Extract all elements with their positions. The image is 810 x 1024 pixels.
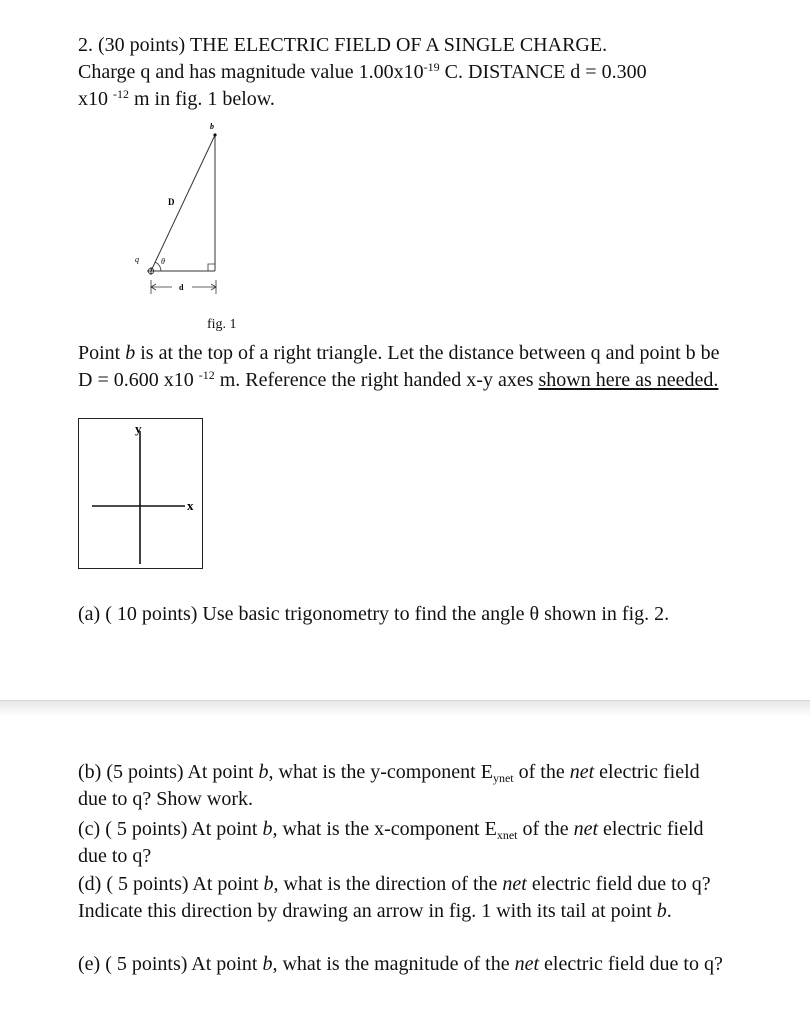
figure-1-triangle <box>130 118 240 303</box>
xy-axes-box <box>78 418 203 569</box>
label-theta: θ <box>161 257 165 266</box>
label-q: q <box>135 255 139 264</box>
part-b-question: (b) (5 points) At point b, what is the y-component $E_{ynet}$ of the net electric field due to q? Show work. <box>78 761 700 810</box>
label-D: D <box>168 197 175 207</box>
figure-caption: fig. 1 <box>207 317 237 332</box>
d-arrow-left <box>151 284 172 290</box>
problem-title: 2. (30 points) THE ELECTRIC FIELD OF A SINGLE CHARGE. <box>78 34 608 56</box>
problem-statement: 2. (30 points) THE ELECTRIC FIELD OF A SINGLE CHARGE. Charge q and has magnitude value $1.00x10^{-19}$ C. DISTANCE d = 0.300 x10 $^{-12}$ m in fig. 1 below. <box>78 34 647 110</box>
part-c-question: (c) ( 5 points) At point b, what is the x-component $E_{xnet}$ of the net electric field due to q? <box>78 818 704 867</box>
page-divider <box>0 700 810 717</box>
label-b: b <box>210 122 214 131</box>
d-arrow-right <box>192 284 216 290</box>
xy-axes-diagram <box>79 419 201 567</box>
hypotenuse-line <box>151 135 215 271</box>
part-a-question: (a) ( 10 points) Use basic trigonometry to find the angle θ shown in fig. 2. <box>78 603 670 625</box>
part-d-question: (d) ( 5 points) At point b, what is the direction of the net electric field due to q? Indicate this direction by drawing an arrow in fig. 1 with its tail at point b. <box>78 873 711 922</box>
point-b-paragraph: Point b is at the top of a right triangle. Let the distance between q and point b be D = 0.600 x10 $^{-12}$ m. Reference the right handed x-y axes shown here as needed. <box>78 342 720 391</box>
x-axis-label: x <box>187 498 194 513</box>
y-axis-label: y <box>135 421 142 436</box>
part-e-question: (e) ( 5 points) At point b, what is the magnitude of the net electric field due to q? <box>78 953 723 975</box>
label-d: d <box>179 283 184 292</box>
point-b-dot <box>213 133 216 136</box>
right-angle-marker <box>208 264 215 271</box>
